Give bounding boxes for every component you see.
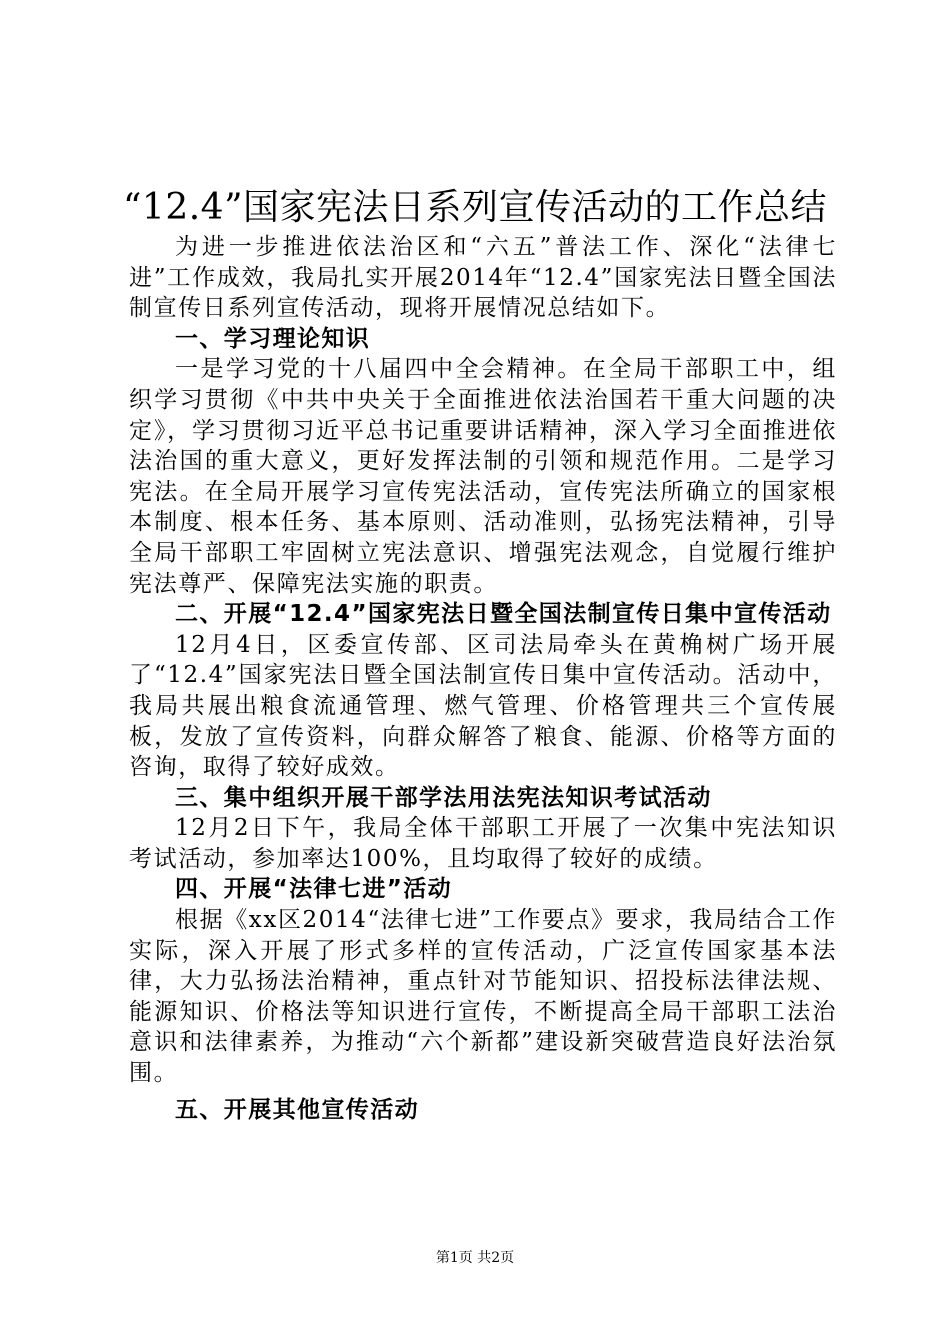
section-body-2: 12月4日，区委宣传部、区司法局牵头在黄桷树广场开展了“12.4”国家宪法日暨全国法制宣传日集中宣传活动。活动中，我局共展出粮食流通管理、燃气管理、价格管理共三个宣传展板，发放了宣传资料，向群众解答了粮食、能源、价格等方面的咨询，取得了较好成效。 bbox=[129, 631, 837, 781]
section-body-1: 一是学习党的十八届四中全会精神。在全局干部职工中，组织学习贯彻《中共中央关于全面推进依法治国若干重大问题的决定》，学习贯彻习近平总书记重要讲话精神，深入学习全面推进依法治国的重大意义，更好发挥法制的引领和规范作用。二是学习宪法。在全局开展学习宣传宪法活动，宣传宪法所确立的国家根本制度、根本任务、基本原则、活动准则，弘扬宪法精神，引导全局干部职工牢固树立宪法意识、增强宪法观念，自觉履行维护宪法尊严、保障宪法实施的职责。 bbox=[129, 356, 837, 597]
section-heading-4: 四、开展“法律七进”活动 bbox=[175, 876, 453, 903]
section-heading-5: 五、开展其他宣传活动 bbox=[175, 1096, 419, 1123]
section-heading-1: 一、学习理论知识 bbox=[175, 325, 371, 352]
section-body-3: 12月2日下午，我局全体干部职工开展了一次集中宪法知识考试活动，参加率达100%，且均取得了较好的成绩。 bbox=[129, 815, 837, 872]
page-number-footer: 第1页 共2页 bbox=[435, 1250, 515, 1266]
section-heading-2: 二、开展“12.4”国家宪法日暨全国法制宣传日集中宣传活动 bbox=[175, 601, 832, 628]
document-body bbox=[129, 232, 837, 1125]
section-body-4: 根据《xx区2014“法律七进”工作要点》要求，我局结合工作实际，深入开展了形式多样的宣传活动，广泛宣传国家基本法律，大力弘扬法治精神，重点针对节能知识、招投标法律法规、能源知识、价格法等知识进行宣传，不断提高全局干部职工法治意识和法律素养，为推动“六个新都”建设新突破营造良好法治氛围。 bbox=[129, 907, 837, 1087]
intro-paragraph: 为进一步推进依法治区和“六五”普法工作、深化“法律七进”工作成效，我局扎实开展2014年“12.4”国家宪法日暨全国法制宣传日系列宣传活动，现将开展情况总结如下。 bbox=[129, 234, 837, 322]
document-title: “12.4”国家宪法日系列宣传活动的工作总结 bbox=[123, 187, 827, 228]
section-heading-3: 三、集中组织开展干部学法用法宪法知识考试活动 bbox=[175, 784, 712, 811]
